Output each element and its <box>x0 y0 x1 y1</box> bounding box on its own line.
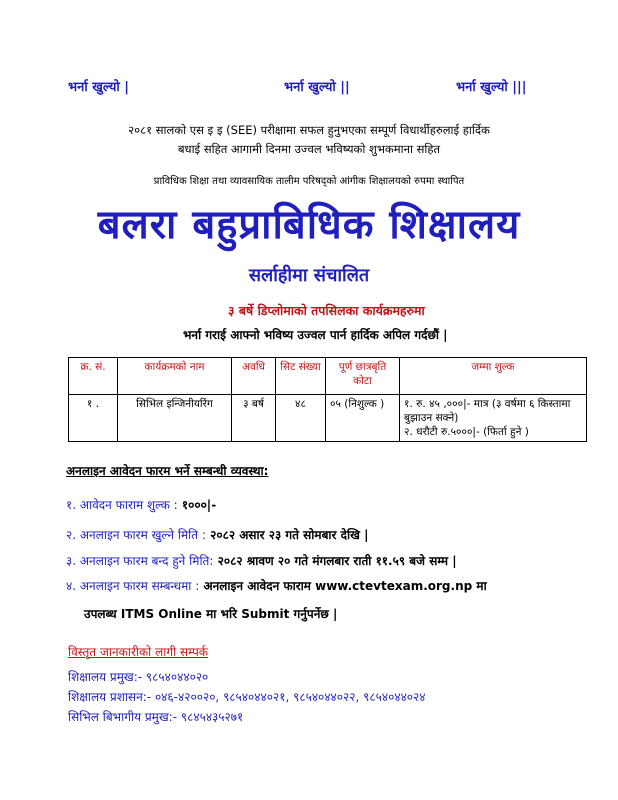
congratulation-line-2: बधाई सहित आगामी दिनमा उज्वल भविष्यको शुभकमाना सहित <box>177 142 441 156</box>
item-form-info-continued: उपलब्ध ITMS Online मा भरि Submit गर्नुपर्नेछ | <box>84 607 338 621</box>
item-form-info-label: ४. अनलाइन फारम सम्बन्धमा : <box>66 579 200 593</box>
item-open-date <box>66 526 368 543</box>
cell-quota: ०५ (निशुल्क ) <box>326 395 400 442</box>
col-program: कार्यक्रमको नाम <box>118 358 232 395</box>
contact-heading: विस्तृत जानकारीको लागी सम्पर्क <box>68 645 208 659</box>
item-fee <box>66 496 216 513</box>
cell-duration: ३ बर्ष <box>232 395 276 442</box>
admission-open-2: भर्ना खुल्यो || <box>284 80 350 95</box>
item-open-date-value: २०८२ असार २३ गते सोमबार देखि | <box>205 528 369 542</box>
col-seats: सिट संख्या <box>276 358 326 395</box>
fee-line-2: २. धरौटी रु.५०००|- (फिर्ता हुने ) <box>404 426 529 438</box>
item-form-info <box>66 577 487 594</box>
congratulation-line-1: २०८१ सालको एस इ इ (SEE) परीक्षामा सफल हुनुभएका सम्पूर्ण विधार्थीहरुलाई हार्दिक <box>128 123 490 137</box>
fee-line-1: १. रु. ४५ ,०००|- मात्र (३ वर्षमा ६ किस्तामा बुझाउन सक्ने) <box>404 398 571 424</box>
program-table <box>68 357 587 442</box>
item-close-date-value: २०८२ श्रावण २० गते मंगलबार राती ११.५९ बजे सम्म | <box>213 554 457 568</box>
item-open-date-label: २. अनलाइन फारम खुल्ने मिति : <box>66 528 206 542</box>
table-row <box>69 395 587 442</box>
online-form-heading: अनलाइन आवेदन फारम भर्ने सम्बन्धी व्यवस्था: <box>66 464 269 478</box>
col-fee: जम्मा शुल्क <box>400 358 587 395</box>
col-quota: पूर्ण छात्रबृति कोटा <box>326 358 400 395</box>
cell-sn: १ . <box>69 395 118 442</box>
col-duration: अवधि <box>232 358 276 395</box>
item-form-info-value: अनलाइन आवेदन फाराम www.ctevtexam.org.np मा <box>199 579 487 593</box>
contact-administration: शिक्षालय प्रशासन:- ०४६-४२००२०, ९८५४०४४०२१, ९८५४०४४०२२, ९८५४०४४०२४ <box>68 690 426 704</box>
location-subtitle: सर्लाहीमा संचालित <box>248 265 370 286</box>
cell-seats: ४८ <box>276 395 326 442</box>
program-heading: ३ बर्षे डिप्लोमाको तपसिलका कार्यक्रमहरुमा <box>228 303 425 318</box>
table-header-row <box>69 358 587 395</box>
admission-open-3: भर्ना खुल्यो ||| <box>456 80 527 95</box>
item-close-date-label: ३. अनलाइन फारम बन्द हुने मिति: <box>66 554 214 568</box>
item-close-date <box>66 552 457 569</box>
admission-open-row <box>0 77 618 97</box>
admission-appeal: भर्ना गराई आफ्नो भविष्य उज्वल पार्न हार्दिक अपिल गर्दछौं | <box>183 328 448 342</box>
item-fee-value: १०००|- <box>177 498 217 512</box>
cell-fee <box>400 395 587 442</box>
institution-title: बलरा बहुप्राबिधिक शिक्षालय <box>97 202 521 248</box>
admission-open-1: भर्ना खुल्यो | <box>68 80 130 95</box>
affiliation-text: प्राविधिक शिक्षा तथा व्यावसायिक तालीम परिषद्को आंगीक शिक्षालयको रुपमा स्थापित <box>153 176 465 187</box>
item-fee-label: १. आवेदन फाराम शुल्क : <box>66 498 178 512</box>
cell-program: सिभिल इन्जिनीयरिंग <box>118 395 232 442</box>
contact-principal: शिक्षालय प्रमुख:- ९८५४०४४०२० <box>68 670 209 684</box>
col-sn: क्र. सं. <box>69 358 118 395</box>
contact-civil-head: सिभिल बिभागीय प्रमुख:- ९८४५४३५२७१ <box>68 710 244 724</box>
